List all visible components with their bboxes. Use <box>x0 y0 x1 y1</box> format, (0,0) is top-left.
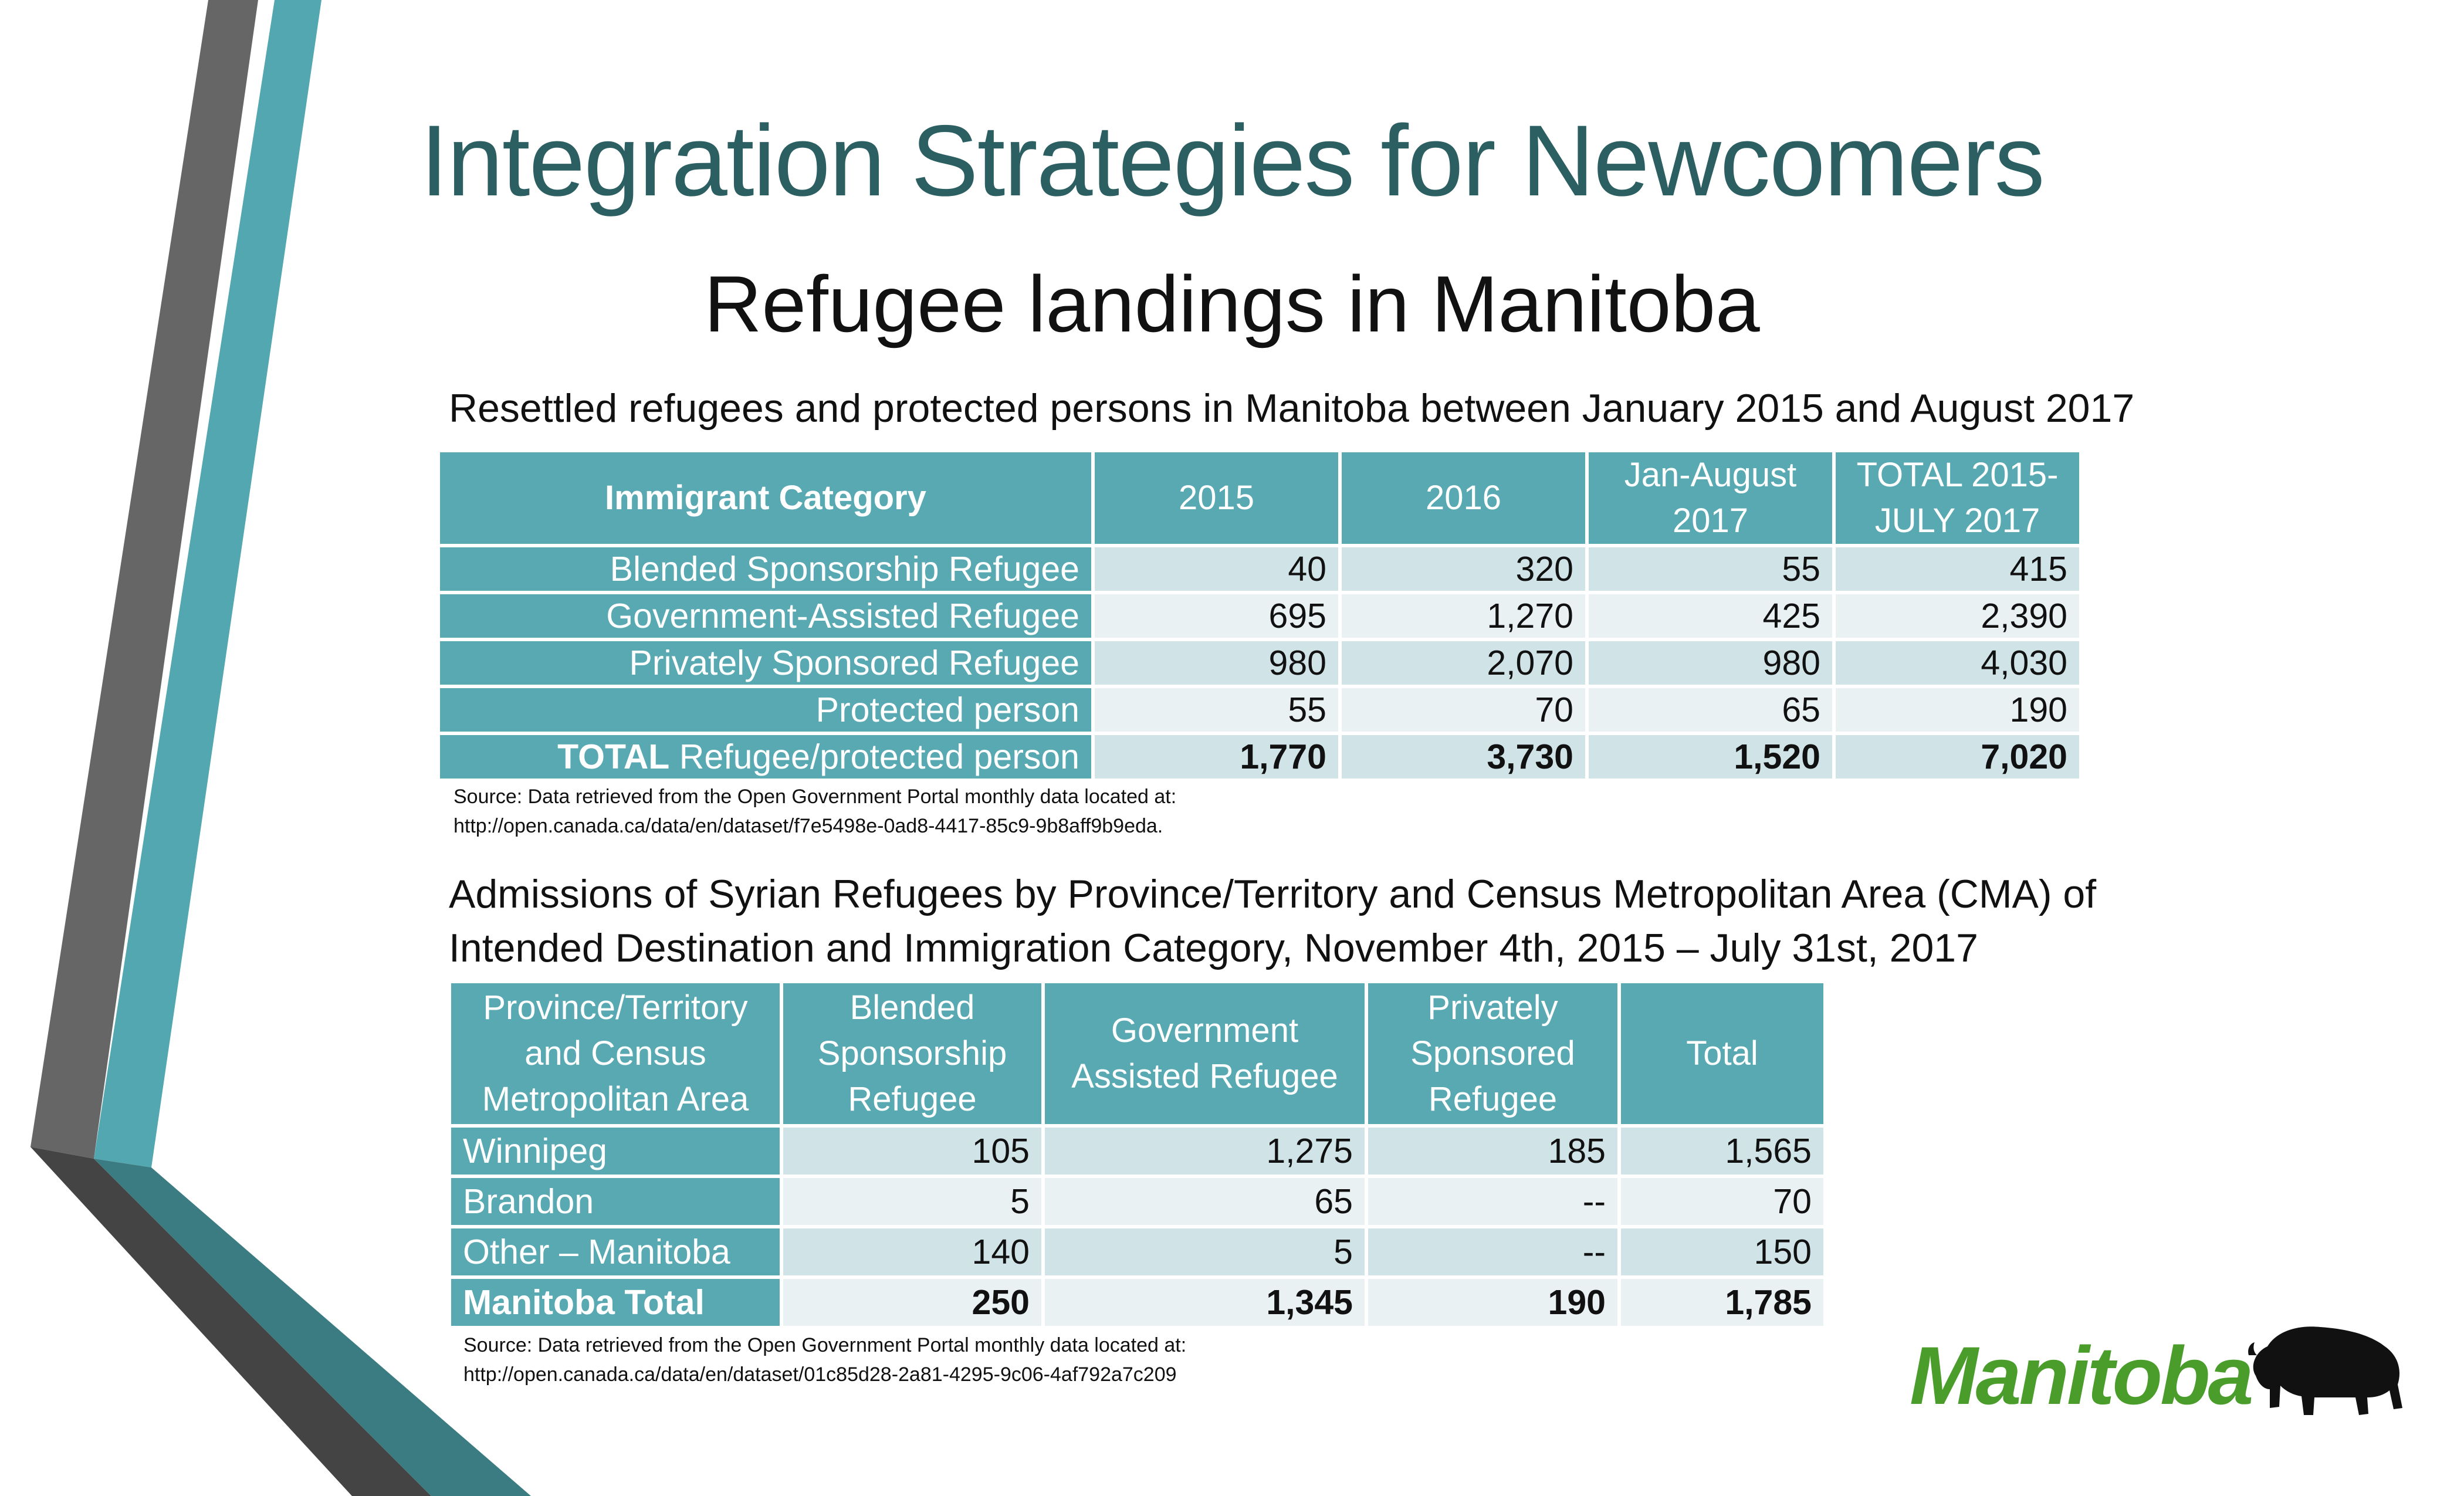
table-row <box>440 688 2079 732</box>
table-cell: 55 <box>1589 547 1832 591</box>
total-row-label: Manitoba Total <box>451 1279 780 1326</box>
table-row <box>451 1228 1823 1275</box>
row-label: Winnipeg <box>451 1128 780 1175</box>
table-cell: 1,275 <box>1045 1128 1365 1175</box>
table-cell: 150 <box>1621 1228 1823 1275</box>
table-cell: 5 <box>1045 1228 1365 1275</box>
column-header: Privately Sponsored Refugee <box>1368 983 1617 1124</box>
column-header: Province/Territory and Census Metropolitan Area <box>451 983 780 1124</box>
table-cell: 4,030 <box>1836 641 2079 685</box>
table-row <box>440 547 2079 591</box>
table-header-row <box>440 452 2079 544</box>
source-line: Source: Data retrieved from the Open Government Portal monthly data located at: <box>463 1334 1187 1356</box>
row-label: Blended Sponsorship Refugee <box>440 547 1091 591</box>
table2-caption: Admissions of Syrian Refugees by Province/Territory and Census Metropolitan Area (CMA) of Intended Destination and Immigration Category, November 4th, 2015 – July 31st, 2017 <box>449 872 2097 970</box>
column-header: 2015 <box>1095 452 1338 544</box>
total-label-rest: Refugee/protected person <box>669 737 1079 776</box>
row-label: Protected person <box>440 688 1091 732</box>
table-cell: -- <box>1368 1178 1617 1225</box>
table-cell: 425 <box>1589 594 1832 638</box>
table-row <box>451 1178 1823 1225</box>
table1-source <box>453 782 1176 841</box>
table-row <box>440 641 2079 685</box>
table-cell: 5 <box>783 1178 1041 1225</box>
source-url: http://open.canada.ca/data/en/dataset/01c85d28-2a81-4295-9c06-4af792a7c209 <box>463 1363 1177 1386</box>
table-cell: 1,345 <box>1045 1279 1365 1326</box>
row-label: Government-Assisted Refugee <box>440 594 1091 638</box>
table-cell: 40 <box>1095 547 1338 591</box>
table-cell: 55 <box>1095 688 1338 732</box>
table-cell: 1,270 <box>1342 594 1585 638</box>
column-header: Blended Sponsorship Refugee <box>783 983 1041 1124</box>
dark-stripe-lower <box>31 1147 431 1496</box>
table-header-row <box>451 983 1823 1124</box>
table-cell: -- <box>1368 1228 1617 1275</box>
row-label: Other – Manitoba <box>451 1228 780 1275</box>
table-cell: 1,565 <box>1621 1128 1823 1175</box>
table-row <box>440 594 2079 638</box>
table-total-row <box>451 1279 1823 1326</box>
table-cell: 7,020 <box>1836 735 2079 779</box>
resettled-refugees-table <box>436 449 2083 782</box>
table-cell: 2,390 <box>1836 594 2079 638</box>
table-cell: 1,785 <box>1621 1279 1823 1326</box>
row-label: Brandon <box>451 1178 780 1225</box>
table-cell: 980 <box>1589 641 1832 685</box>
syrian-refugees-table <box>448 980 1827 1329</box>
table-total-row <box>440 735 2079 779</box>
total-label-bold: TOTAL <box>557 737 670 776</box>
manitoba-logo <box>1910 1326 2408 1426</box>
total-row-label <box>440 735 1091 779</box>
table-row <box>451 1128 1823 1175</box>
column-header: Immigrant Category <box>440 452 1091 544</box>
table-cell: 65 <box>1589 688 1832 732</box>
page-title: Integration Strategies for Newcomers <box>420 104 2044 217</box>
table-cell: 70 <box>1342 688 1585 732</box>
table-cell: 320 <box>1342 547 1585 591</box>
column-header: TOTAL 2015-JULY 2017 <box>1836 452 2079 544</box>
row-label: Privately Sponsored Refugee <box>440 641 1091 685</box>
table1-caption: Resettled refugees and protected persons in Manitoba between January 2015 and August 2017 <box>449 386 2135 431</box>
table-cell: 65 <box>1045 1178 1365 1225</box>
table-cell: 190 <box>1836 688 2079 732</box>
table-cell: 1,770 <box>1095 735 1338 779</box>
page-subtitle: Refugee landings in Manitoba <box>704 259 1760 348</box>
column-header: Government Assisted Refugee <box>1045 983 1365 1124</box>
table-cell: 695 <box>1095 594 1338 638</box>
logo-wordmark: Manitoba <box>1910 1329 2252 1421</box>
column-header: 2016 <box>1342 452 1585 544</box>
table-cell: 2,070 <box>1342 641 1585 685</box>
table-cell: 1,520 <box>1589 735 1832 779</box>
column-header: Total <box>1621 983 1823 1124</box>
table-cell: 415 <box>1836 547 2079 591</box>
table-cell: 190 <box>1368 1279 1617 1326</box>
table-cell: 140 <box>783 1228 1041 1275</box>
table-cell: 250 <box>783 1279 1041 1326</box>
source-url: http://open.canada.ca/data/en/dataset/f7e5498e-0ad8-4417-85c9-9b8aff9b9eda. <box>453 815 1163 837</box>
table-cell: 185 <box>1368 1128 1617 1175</box>
table-cell: 105 <box>783 1128 1041 1175</box>
table2-source <box>463 1331 1186 1389</box>
source-line: Source: Data retrieved from the Open Government Portal monthly data located at: <box>453 786 1177 808</box>
table-cell: 3,730 <box>1342 735 1585 779</box>
column-header: Jan-August 2017 <box>1589 452 1832 544</box>
bison-icon <box>2244 1320 2408 1420</box>
table-cell: 980 <box>1095 641 1338 685</box>
table-cell: 70 <box>1621 1178 1823 1225</box>
